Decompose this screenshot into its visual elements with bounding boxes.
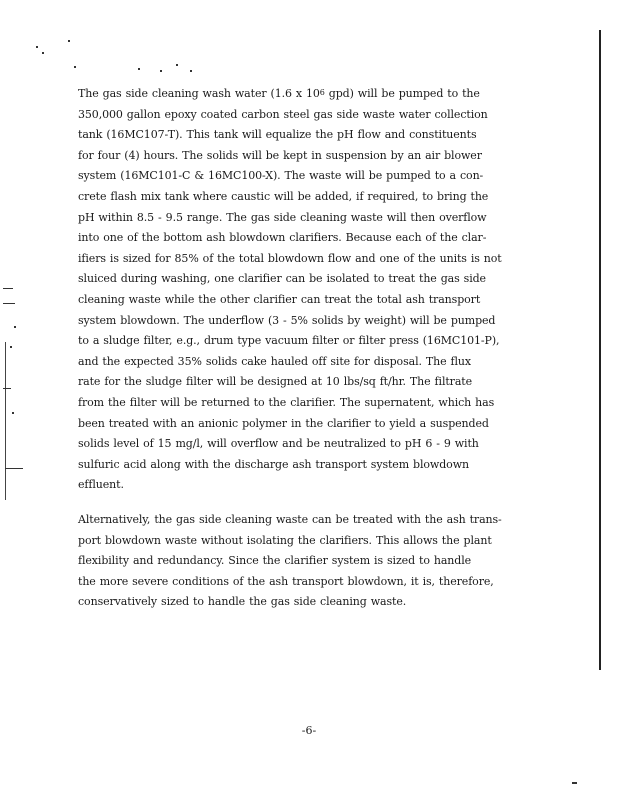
text-line: sulfuric acid along with the discharge ash transport system blowdown [78,457,470,471]
text-line: cleaning waste while the other clarifier can treat the total ash transport [78,292,481,306]
text-line: from the filter will be returned to the clarifier. The supernatent, which has [78,395,495,409]
text-line: flexibility and redundancy. Since the clarifier system is sized to handle [78,554,472,568]
paragraph-2 [78,510,548,613]
scan-speck [42,52,44,54]
scan-margin-line [5,342,6,500]
page-number: -6- [301,724,317,737]
text-line: into one of the bottom ash blowdown clarifiers. Because each of the clar- [78,231,487,245]
scan-corner-mark [572,782,577,784]
scan-mark [3,303,15,304]
text-line: conservatively sized to handle the gas side cleaning waste. [78,595,407,609]
text-line: effluent. [78,478,124,492]
text-line: for four (4) hours. The solids will be kept in suspension by an air blower [78,148,482,162]
scan-mark [3,388,11,389]
text-line: 350,000 gallon epoxy coated carbon steel gas side waste water collection [78,107,488,121]
text-line: pH within 8.5 - 9.5 range. The gas side cleaning waste will then overflow [78,210,487,224]
scan-edge-line [599,30,601,670]
text-line: system (16MC101-C & 16MC100-X). The waste will be pumped to a con- [78,169,484,183]
scan-speck [36,46,38,48]
scan-speck [74,66,76,68]
text-line: rate for the sludge filter will be designed at 10 lbs/sq ft/hr. The filtrate [78,375,473,389]
scan-mark [3,288,13,289]
scan-speck [12,412,14,414]
scan-speck [10,346,12,348]
text-line: solids level of 15 mg/l, will overflow and be neutralized to pH 6 - 9 with [78,437,479,451]
text-line: the more severe conditions of the ash transport blowdown, it is, therefore, [78,574,494,588]
scan-mark [5,468,23,469]
paragraph-1 [78,84,548,496]
scan-speck [190,70,192,72]
text-line: sluiced during washing, one clarifier can be isolated to treat the gas side [78,272,486,286]
scan-speck [68,40,70,42]
scan-speck [138,68,140,70]
text-line: port blowdown waste without isolating the clarifiers. This allows the plant [78,533,492,547]
scan-speck [160,70,162,72]
text-line: and the expected 35% solids cake hauled off site for disposal. The flux [78,354,471,368]
text-line: tank (16MC107-T). This tank will equalize the pH flow and constituents [78,128,477,142]
text-line: crete flash mix tank where caustic will be added, if required, to bring the [78,189,489,203]
text-line: ifiers is sized for 85% of the total blowdown flow and one of the units is not [78,251,502,265]
text-line: been treated with an anionic polymer in the clarifier to yield a suspended [78,416,489,430]
text-line: The gas side cleaning wash water (1.6 x $10^6$ gpd) will be pumped to the [78,87,480,100]
text-line: to a sludge filter, e.g., drum type vacuum filter or filter press (16MC101-P), [78,334,500,348]
superscript-exponent: 6 [319,88,325,97]
scan-speck [176,64,178,66]
scan-speck [14,326,16,328]
text-line: system blowdown. The underflow (3 - 5% solids by weight) will be pumped [78,313,496,327]
text-line: Alternatively, the gas side cleaning waste can be treated with the ash trans- [78,513,502,526]
